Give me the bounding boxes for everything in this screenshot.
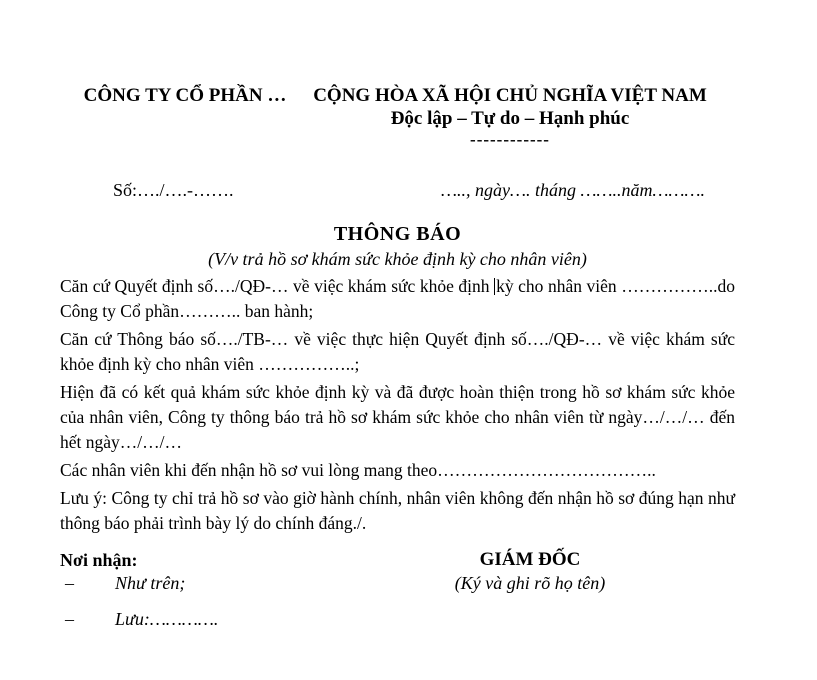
recipient-text: Như trên; (115, 573, 186, 593)
document-body (60, 274, 735, 536)
paragraph-citation-notice: Căn cứ Thông báo số…./TB-… về việc thực hiện Quyết định số…./QĐ-… về việc khám sức khỏe định kỳ cho nhân viên ……………..; (60, 329, 735, 374)
paragraph-note: Lưu ý: Công ty chỉ trả hồ sơ vào giờ hành chính, nhân viên không đến nhận hồ sơ đúng hạn như thông báo phải trình bày lý do chính đáng./. (60, 488, 735, 533)
recipient-text: Lưu:…………. (115, 609, 219, 629)
signature-block (400, 549, 660, 596)
paragraph-1-text-before-cursor: Căn cứ Quyết định số…./QĐ-… về việc khám sức khỏe định (60, 276, 495, 296)
recipient-item-luu (60, 607, 735, 632)
paragraph-bring-along: Các nhân viên khi đến nhận hồ sơ vui lòng mang theo……………………………….. (60, 460, 656, 480)
document-footer (60, 549, 735, 632)
paragraph-citation-decision (60, 274, 735, 324)
meta-row (60, 178, 735, 203)
national-motto: Độc lập – Tự do – Hạnh phúc (390, 108, 630, 129)
national-header-block (310, 84, 710, 150)
national-title: CỘNG HÒA XÃ HỘI CHỦ NGHĨA VIỆT NAM (313, 85, 707, 106)
signature-title: GIÁM ĐỐC (479, 549, 581, 570)
document-number-line: Số:…./….-……. (113, 180, 234, 200)
document-subject: (V/v trả hồ sơ khám sức khỏe định kỳ cho nhân viên) (208, 249, 587, 269)
paragraph-announcement: Hiện đã có kết quả khám sức khỏe định kỳ và đã được hoàn thiện trong hồ sơ khám sức khỏe của nhân viên, Công ty thông báo trả hồ sơ khám sức khỏe cho nhân viên từ ngày…/…/… đến hết ngày…/…/… (60, 382, 735, 452)
title-block (60, 221, 735, 271)
text-cursor (494, 278, 495, 295)
paragraph-1-text-after-cursor: kỳ cho nhân viên ……………..do Công ty Cổ phần……….. ban hành; (60, 276, 735, 321)
company-name: CÔNG TY CỔ PHẦN … (83, 85, 287, 106)
recipients-heading: Nơi nhận: (60, 550, 138, 570)
document-header (60, 84, 735, 150)
document-title: THÔNG BÁO (333, 223, 462, 245)
list-dash-marker: – (65, 573, 74, 593)
list-dash-marker: – (65, 609, 74, 629)
signature-note: (Ký và ghi rõ họ tên) (454, 573, 606, 593)
header-divider: ------------ (470, 130, 550, 149)
date-place-line: ….., ngày…. tháng ……..năm………. (440, 180, 706, 200)
